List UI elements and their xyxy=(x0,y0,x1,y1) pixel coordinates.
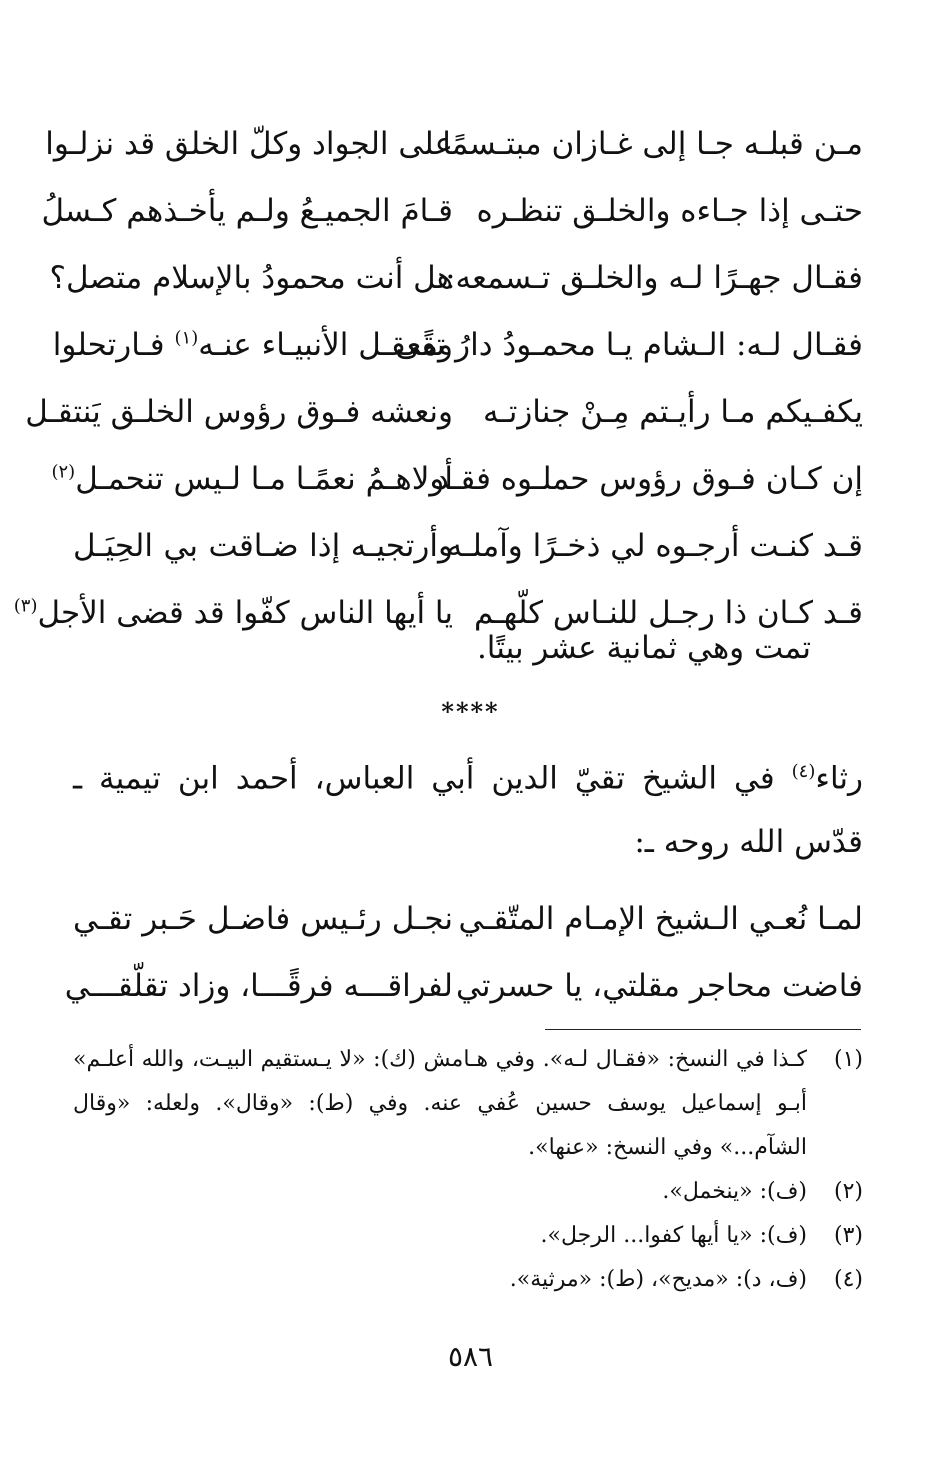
section-separator: **** xyxy=(441,697,500,726)
verse-second-hemistich: هل أنت محمودُ بالإسلام متصل؟ xyxy=(49,259,453,296)
verse-first-hemistich: فاضت محاجر مقلتي، يا حسرتي xyxy=(456,967,863,1004)
verse-row xyxy=(25,378,863,445)
verse-second-hemistich: لفراقـــه فرقًـــا، وزاد تقلّقـــي xyxy=(64,967,453,1004)
verse-second-hemistich: نجـل رئـيس فاضـل حَـبر تقـي xyxy=(73,900,453,937)
verse-first-hemistich: قـد كنـت أرجـوه لي ذخـرًا وآملـه xyxy=(446,527,863,564)
footnote-marker: (١) xyxy=(174,327,199,349)
verse-second-hemistich: وأرتجيـه إذا ضـاقت بي الحِيَـل xyxy=(73,527,453,564)
verse-first-hemistich: حتـى إذا جـاءه والخلـق تنظـره xyxy=(476,192,863,229)
verse-first-hemistich: يكفـيكم مـا رأيـتم مِـنْ جنازتـه xyxy=(483,393,863,430)
verse-row xyxy=(52,311,863,378)
verse-second-hemistich xyxy=(52,326,453,363)
footnotes xyxy=(73,1038,863,1302)
footnote xyxy=(73,1214,863,1258)
footnote-text: كـذا في النسخ: «فقـال لـه». وفي هـامش (ك): «لا يـستقيم البيـت، والله أعلـم» أبـو إسماعيل يوسف حسين عُفي عنه. وفي (ط): «وقال». ولعله: «وقال الشآم...» وفي النسخ: «عنها». xyxy=(73,1047,807,1160)
verse-first-hemistich: فقـال لـه: الـشام يـا محمـودُ دارُ تقًى xyxy=(395,326,863,363)
footnote xyxy=(73,1258,863,1302)
hemistich-text: يا أيها الناس كفّوا قد قضى الأجل xyxy=(37,594,453,631)
verse-row xyxy=(73,512,863,579)
verse-first-hemistich: إن كـان فـوق رؤوس حملـوه فقـد xyxy=(435,460,863,497)
hemistich-text: أولاهـمُ نعمًـا مـا لـيس تنحمـل xyxy=(75,460,453,497)
section-heading-paragraph xyxy=(73,740,863,874)
hemistich-text: ومعقـل الأنبيـاء عنـه xyxy=(198,326,453,363)
verse-row xyxy=(64,952,863,1019)
verse-row xyxy=(51,445,863,512)
verse-second-hemistich: قـامَ الجميـعُ ولـم يأخـذهم كـسلُ xyxy=(41,192,453,229)
footnote-text: (ف): «ينخمل». xyxy=(662,1179,807,1204)
verse-row xyxy=(45,110,863,177)
prose-text: رثاء xyxy=(815,760,863,797)
verse-first-hemistich: مـن قبلـه جـا إلى غـازان مبتـسمًا xyxy=(442,125,863,162)
footnote-text: (ف): «يا أيها كفوا... الرجل». xyxy=(540,1223,807,1248)
poem-closing-note: تمت وهي ثمانية عشر بيتًا. xyxy=(476,630,811,666)
verse-first-hemistich: قـد كـان ذا رجـل للنـاس كلّهـم xyxy=(473,594,863,631)
hemistich-text: فـارتحلوا xyxy=(52,326,175,363)
footnote xyxy=(73,1038,863,1170)
verse-second-hemistich: ونعشه فـوق رؤوس الخلـق يَنتقـل xyxy=(25,393,453,430)
footnote-number: (٢) xyxy=(833,1179,863,1204)
footnote-text: (ف، د): «مديح»، (ط): «مرثية». xyxy=(509,1267,807,1292)
verse-first-hemistich: فقـال جهـرًا لـه والخلـق تـسمعه: xyxy=(445,259,863,296)
footnote-number: (٣) xyxy=(833,1223,863,1248)
footnote-number: (١) xyxy=(833,1047,863,1072)
footnote-number: (٤) xyxy=(833,1267,863,1292)
elegy-verses xyxy=(64,885,863,1019)
footnote-marker: (٢) xyxy=(51,461,76,483)
page-number: ٥٨٦ xyxy=(447,1340,494,1373)
verse-second-hemistich: على الجواد وكلّ الخلق قد نزلـوا xyxy=(45,125,453,162)
verse-second-hemistich xyxy=(13,594,453,631)
poem-verses xyxy=(13,110,863,646)
footnote xyxy=(73,1170,863,1214)
verse-row xyxy=(73,885,863,952)
verse-row xyxy=(41,177,863,244)
footnote-marker: (٤) xyxy=(791,761,816,782)
verse-row xyxy=(49,244,863,311)
verse-first-hemistich: لمـا نُعـي الـشيخ الإمـام المتّقـي xyxy=(458,900,863,937)
footnote-marker: (٣) xyxy=(13,595,38,617)
prose-text: في الشيخ تقيّ الدين أبي العباس، أحمد ابن تيمية ـ قدّس الله روحه ـ: xyxy=(73,760,863,861)
footnote-divider xyxy=(545,1029,861,1030)
verse-second-hemistich xyxy=(51,460,453,497)
